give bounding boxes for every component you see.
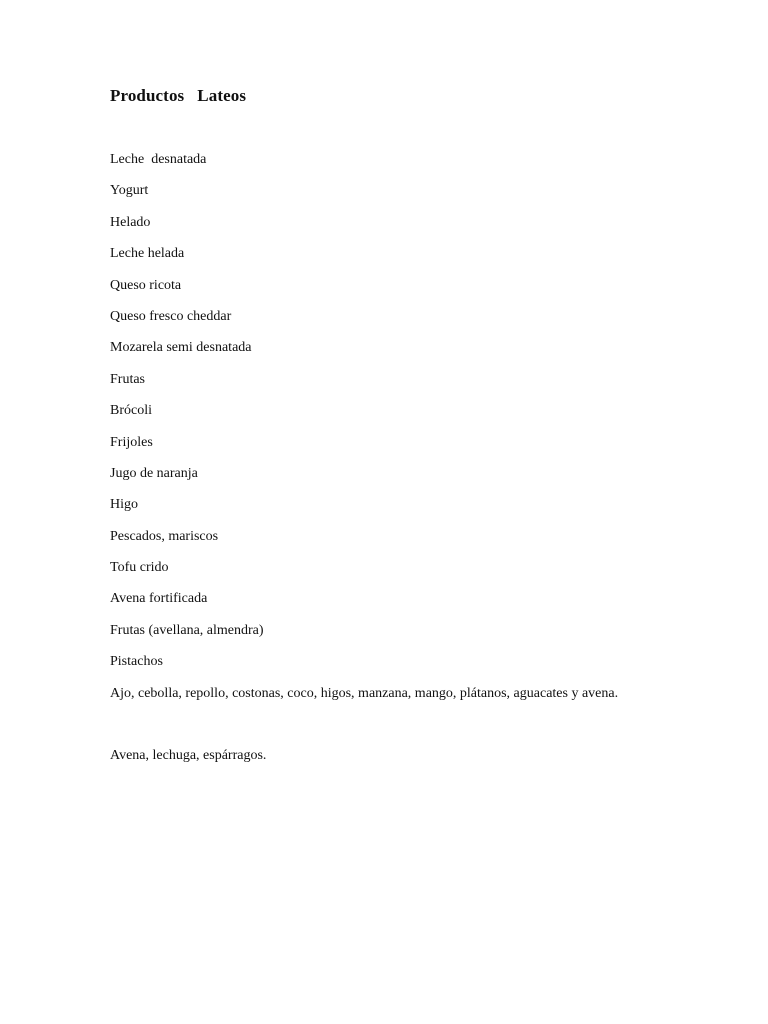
list-item: Higo — [110, 497, 138, 513]
list-item: Yogurt — [110, 183, 149, 199]
list-item: Avena fortificada — [110, 591, 208, 607]
list-item: Pescados, mariscos — [110, 528, 219, 544]
list-item: Ajo, cebolla, repollo, costonas, coco, higos, manzana, mango, plátanos, aguacates y avena. — [110, 685, 619, 701]
list-item: Avena, lechuga, espárragos. — [110, 747, 267, 763]
list-item: Frijoles — [110, 434, 153, 450]
document-title: Productos Lateos — [110, 86, 247, 105]
list-item: Pistachos — [110, 654, 163, 670]
list-item: Helado — [110, 214, 151, 230]
list-item: Jugo de naranja — [110, 465, 198, 481]
list-item: Mozarela semi desnatada — [110, 340, 252, 356]
list-item: Frutas — [110, 371, 145, 387]
list-item: Brócoli — [110, 403, 152, 419]
list-item: Tofu crido — [110, 560, 169, 576]
food-list — [110, 150, 640, 777]
list-item: Queso fresco cheddar — [110, 308, 232, 324]
list-item: Frutas (avellana, almendra) — [110, 622, 264, 638]
list-item: Queso ricota — [110, 277, 182, 293]
list-item: Leche helada — [110, 246, 185, 262]
list-item: Leche desnatada — [110, 152, 207, 167]
